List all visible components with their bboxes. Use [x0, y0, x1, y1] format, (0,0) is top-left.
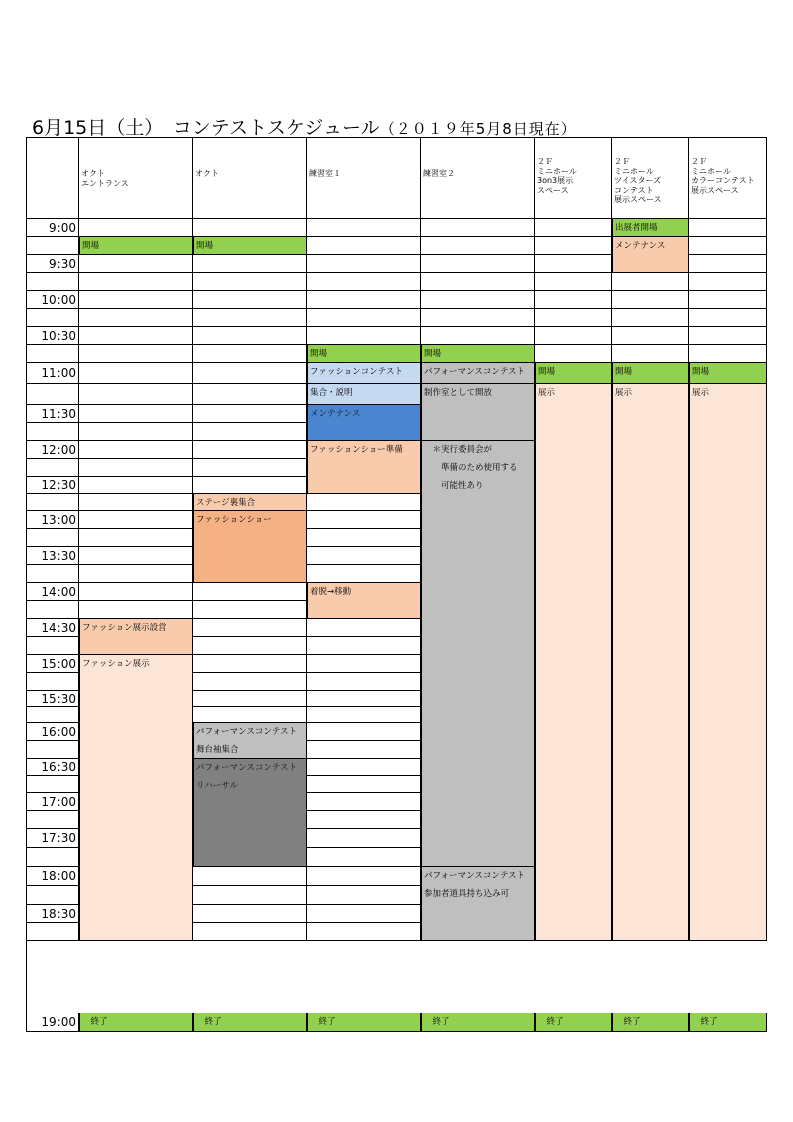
schedule-event [193, 759, 307, 867]
schedule-event [193, 237, 307, 255]
schedule-event [421, 1013, 535, 1032]
event-label: 展示 [692, 388, 710, 398]
event-label: 終了 [82, 1017, 108, 1027]
time-cell: 18:00 [26, 867, 79, 886]
schedule-event [193, 1013, 307, 1032]
event-label: パフォーマンスコンテスト [424, 367, 525, 377]
schedule-event [193, 511, 307, 583]
grid-cell [535, 273, 612, 291]
grid-cell [535, 219, 612, 237]
grid-cell [689, 255, 767, 273]
event-label: 終了 [196, 1017, 222, 1027]
grid-cell [79, 423, 193, 441]
schedule-event [79, 1013, 193, 1032]
schedule-event [307, 345, 421, 363]
schedule-event [307, 405, 421, 441]
grid-cell [307, 237, 421, 255]
event-label: 制作室として開放 [424, 388, 493, 398]
event-label: 準備のため使用する [424, 463, 518, 473]
grid-cell [307, 886, 421, 905]
event-label: 可能性あり [424, 481, 484, 491]
grid-cell [307, 529, 421, 547]
grid-cell [612, 345, 689, 363]
event-label: メンテナンス [615, 241, 666, 251]
grid-cell [307, 923, 421, 941]
grid-cell [307, 619, 421, 637]
event-label: 展示 [538, 388, 556, 398]
schedule-event [421, 384, 535, 441]
event-label: 開場 [615, 367, 633, 377]
grid-cell [421, 237, 535, 255]
grid-cell [535, 309, 612, 327]
column-header-1 [79, 137, 193, 219]
time-cell [26, 673, 79, 691]
grid-cell [79, 547, 193, 565]
grid-cell [79, 327, 193, 345]
grid-cell [79, 441, 193, 459]
grid-cell [307, 723, 421, 741]
schedule-event [307, 1013, 421, 1032]
grid-cell [421, 309, 535, 327]
event-label: 開場 [692, 367, 710, 377]
time-cell [26, 923, 79, 941]
schedule-event [193, 494, 307, 511]
time-cell: 12:00 [26, 441, 79, 459]
grid-cell [307, 219, 421, 237]
grid-cell [307, 511, 421, 529]
grid-cell [421, 327, 535, 345]
column-header-label: オクト エントランス [81, 169, 129, 188]
time-cell [26, 309, 79, 327]
grid-cell [689, 327, 767, 345]
schedule-event [421, 441, 535, 867]
schedule-event [421, 867, 535, 941]
event-label: 出展者開場 [615, 223, 658, 233]
time-cell: 14:00 [26, 583, 79, 601]
grid-cell [79, 291, 193, 309]
event-label: 舞台袖集合 [196, 745, 239, 755]
column-header-4 [421, 137, 535, 219]
grid-cell [79, 273, 193, 291]
time-cell: 9:00 [26, 219, 79, 237]
schedule-event [79, 237, 193, 255]
grid-cell [689, 309, 767, 327]
grid-cell [421, 273, 535, 291]
schedule-event [689, 1013, 767, 1032]
event-label: パフォーマンスコンテスト [196, 763, 297, 773]
column-header-label: オクト [195, 169, 219, 178]
schedule-event [689, 384, 767, 941]
time-cell: 10:00 [26, 291, 79, 309]
time-cell [26, 601, 79, 619]
time-cell: 16:00 [26, 723, 79, 741]
column-header-3 [307, 137, 421, 219]
time-cell: 13:30 [26, 547, 79, 565]
grid-cell [307, 565, 421, 583]
time-cell [26, 237, 79, 255]
time-cell: 14:30 [26, 619, 79, 637]
grid-cell [193, 905, 307, 923]
page-title [32, 113, 577, 140]
grid-cell [79, 309, 193, 327]
grid-cell [193, 583, 307, 601]
schedule-event [689, 363, 767, 384]
grid-cell [307, 759, 421, 776]
schedule-event [612, 384, 689, 941]
grid-cell [193, 327, 307, 345]
column-header-5 [535, 137, 612, 219]
grid-cell [193, 363, 307, 384]
schedule-event [79, 619, 193, 655]
grid-cell [535, 327, 612, 345]
event-label: 終了 [424, 1017, 450, 1027]
schedule-event [612, 237, 689, 273]
grid-cell [193, 601, 307, 619]
event-label: ステージ裏集合 [196, 498, 256, 508]
event-label: パフォーマンスコンテスト [196, 727, 297, 737]
grid-cell [307, 637, 421, 655]
grid-cell [79, 477, 193, 494]
time-cell [26, 776, 79, 793]
schedule-event [307, 583, 421, 619]
event-label: リハーサル [196, 781, 238, 791]
grid-cell [535, 237, 612, 255]
grid-cell [193, 384, 307, 405]
schedule-event [612, 1013, 689, 1032]
time-cell: 19:00 [26, 1013, 79, 1032]
event-label: 着脱→移動 [310, 587, 352, 597]
time-cell [26, 848, 79, 867]
grid-cell [307, 707, 421, 723]
grid-cell [307, 255, 421, 273]
event-label: 展示 [615, 388, 633, 398]
grid-cell [193, 291, 307, 309]
column-header-label: ２Ｆ ミニホール カラーコンテスト 展示スペース [691, 157, 755, 195]
grid-cell [193, 477, 307, 494]
time-cell: 17:00 [26, 793, 79, 811]
grid-cell [307, 811, 421, 829]
event-label: 開場 [310, 349, 328, 359]
schedule-event [307, 441, 421, 494]
grid-cell [79, 511, 193, 529]
schedule-event [79, 655, 193, 941]
event-label: 開場 [82, 241, 100, 251]
grid-cell [193, 459, 307, 477]
time-cell [26, 637, 79, 655]
grid-cell [193, 673, 307, 691]
time-cell [26, 741, 79, 759]
schedule-event [307, 384, 421, 405]
grid-cell [612, 309, 689, 327]
grid-cell [79, 601, 193, 619]
grid-cell [79, 494, 193, 511]
time-cell: 15:30 [26, 691, 79, 707]
event-label: 開場 [196, 241, 214, 251]
grid-cell [193, 255, 307, 273]
event-label: ファッションコンテスト [310, 367, 403, 377]
time-cell [26, 384, 79, 405]
grid-cell [79, 384, 193, 405]
time-cell [26, 886, 79, 905]
grid-cell [193, 345, 307, 363]
grid-cell [307, 327, 421, 345]
event-label: ファッション展示設営 [82, 623, 167, 633]
column-header-label: ２Ｆ ミニホール ツイスターズ コンテスト 展示スペース [614, 157, 662, 205]
column-header-label: 練習室２ [423, 169, 455, 178]
grid-cell [193, 405, 307, 423]
grid-cell [193, 619, 307, 637]
grid-cell [689, 237, 767, 255]
time-cell [26, 811, 79, 829]
grid-cell [307, 776, 421, 793]
grid-cell [193, 867, 307, 886]
grid-cell [689, 273, 767, 291]
schedule-event [421, 363, 535, 384]
grid-cell [307, 547, 421, 565]
time-cell: 10:30 [26, 327, 79, 345]
grid-cell [193, 441, 307, 459]
grid-cell [193, 273, 307, 291]
grid-cell [421, 219, 535, 237]
schedule-event [535, 1013, 612, 1032]
column-header-label: ２Ｆ ミニホール 3on3展示 スペース [537, 157, 577, 195]
grid-cell [421, 291, 535, 309]
time-cell: 13:00 [26, 511, 79, 529]
grid-cell [689, 219, 767, 237]
event-label: パフォーマンスコンテスト [424, 871, 525, 881]
grid-cell [307, 793, 421, 811]
grid-cell [193, 707, 307, 723]
time-cell [26, 529, 79, 547]
grid-cell [193, 423, 307, 441]
schedule-event [535, 363, 612, 384]
event-label: 終了 [310, 1017, 336, 1027]
grid-cell [79, 529, 193, 547]
schedule-event [421, 345, 535, 363]
grid-cell [79, 405, 193, 423]
schedule-event [535, 384, 612, 941]
event-label: 開場 [538, 367, 556, 377]
schedule-event [612, 363, 689, 384]
time-cell: 15:00 [26, 655, 79, 673]
event-label: ファッション展示 [82, 659, 150, 669]
grid-cell [79, 363, 193, 384]
time-cell: 18:30 [26, 905, 79, 923]
title-main: 6月15日（土） コンテストスケジュール [32, 117, 380, 139]
grid-cell [307, 291, 421, 309]
event-label: 参加者道具持ち込み可 [424, 889, 510, 899]
time-cell: 9:30 [26, 255, 79, 273]
grid-cell [79, 345, 193, 363]
grid-cell [79, 255, 193, 273]
time-cell: 16:30 [26, 759, 79, 776]
event-label: 終了 [615, 1017, 641, 1027]
grid-cell [421, 255, 535, 273]
time-cell: 11:30 [26, 405, 79, 423]
schedule-event [612, 219, 689, 237]
grid-cell [307, 273, 421, 291]
grid-cell [79, 219, 193, 237]
grid-cell [193, 655, 307, 673]
grid-cell [193, 309, 307, 327]
grid-cell [307, 655, 421, 673]
time-cell [26, 494, 79, 511]
schedule-event [307, 363, 421, 384]
grid-cell [307, 691, 421, 707]
grid-cell [307, 867, 421, 886]
time-cell [26, 707, 79, 723]
grid-cell [307, 829, 421, 848]
grid-cell [535, 291, 612, 309]
grid-cell [193, 219, 307, 237]
column-header-7 [689, 137, 767, 219]
grid-cell [612, 327, 689, 345]
grid-cell [689, 345, 767, 363]
grid-cell [612, 273, 689, 291]
grid-cell [535, 345, 612, 363]
schedule-event [193, 723, 307, 759]
grid-cell [307, 309, 421, 327]
time-cell [26, 423, 79, 441]
time-cell [26, 459, 79, 477]
grid-cell [535, 255, 612, 273]
grid-cell [307, 741, 421, 759]
time-cell: 12:30 [26, 477, 79, 494]
event-label: メンテナンス [310, 409, 361, 419]
grid-cell [79, 565, 193, 583]
event-label: 開場 [424, 349, 442, 359]
grid-cell [612, 291, 689, 309]
grid-cell [307, 848, 421, 867]
grid-cell [193, 637, 307, 655]
time-cell: 11:00 [26, 363, 79, 384]
title-sub: （２０１９年5月8日現在） [379, 120, 577, 138]
column-header-2 [193, 137, 307, 219]
time-cell [26, 273, 79, 291]
grid-cell [689, 291, 767, 309]
grid-cell [307, 905, 421, 923]
event-label: 終了 [538, 1017, 564, 1027]
event-label: ＊実行委員会が [424, 445, 493, 455]
grid-cell [193, 691, 307, 707]
time-cell: 17:30 [26, 829, 79, 848]
grid-cell [79, 583, 193, 601]
time-cell [26, 565, 79, 583]
grid-cell [193, 923, 307, 941]
event-label: ファッションショー [196, 515, 272, 525]
grid-cell [193, 886, 307, 905]
grid-cell [307, 494, 421, 511]
column-header-6 [612, 137, 689, 219]
event-label: 終了 [692, 1017, 718, 1027]
event-label: ファッションショー準備 [310, 445, 403, 455]
grid-cell [79, 459, 193, 477]
grid-cell [307, 673, 421, 691]
column-header-label: 練習室１ [309, 169, 341, 178]
header-time-corner [26, 137, 79, 219]
event-label: 集合・説明 [310, 388, 353, 398]
time-cell [26, 345, 79, 363]
